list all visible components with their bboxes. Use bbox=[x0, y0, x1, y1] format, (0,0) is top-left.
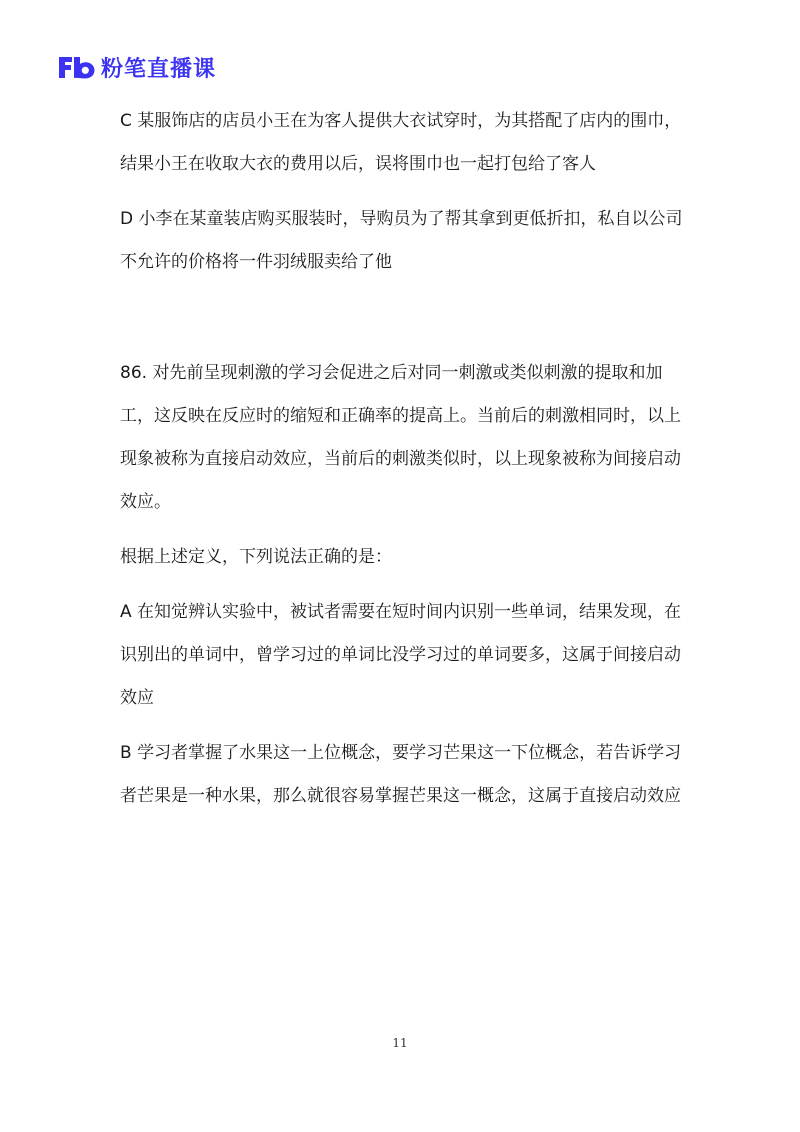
page-number: 11 bbox=[392, 1036, 408, 1050]
paragraph-spacer bbox=[120, 579, 685, 591]
paragraph-spacer bbox=[120, 186, 685, 198]
brand-header bbox=[57, 52, 216, 82]
option-a-text: A 在知觉辨认实验中，被试者需要在短时间内识别一些单词，结果发现，在识别出的单词中，曾学习过的单词比没学习过的单词要多，这属于间接启动效应 bbox=[120, 602, 682, 708]
option-b-text: B 学习者掌握了水果这一上位概念，要学习芒果这一下位概念，若告诉学习者芒果是一种水果，那么就很容易掌握芒果这一概念，这属于直接启动效应 bbox=[120, 743, 682, 806]
question-86-text: 86. 对先前呈现刺激的学习会促进之后对同一刺激或类似刺激的提取和加工，这反映在反应时的缩短和正确率的提高上。当前后的刺激相同时，以上现象被称为直接启动效应，当前后的刺激类似时，以上现象被称为间接启动效应。 bbox=[120, 363, 681, 512]
section-spacer bbox=[120, 284, 685, 352]
question-prompt: 根据上述定义，下列说法正确的是： bbox=[120, 547, 392, 567]
option-c-text: C 某服饰店的店员小王在为客人提供大衣试穿时，为其搭配了店内的围巾，结果小王在收取大衣的费用以后，误将围巾也一起打包给了客人 bbox=[120, 111, 682, 174]
fb-logo-icon bbox=[57, 54, 97, 80]
paragraph-spacer bbox=[120, 524, 685, 536]
document-body bbox=[120, 100, 685, 818]
paragraph-spacer bbox=[120, 720, 685, 732]
option-d-text: D 小李在某童装店购买服装时，导购员为了帮其拿到更低折扣，私自以公司不允许的价格将一件羽绒服卖给了他 bbox=[120, 209, 683, 272]
brand-name: 粉笔直播课 bbox=[101, 56, 217, 82]
